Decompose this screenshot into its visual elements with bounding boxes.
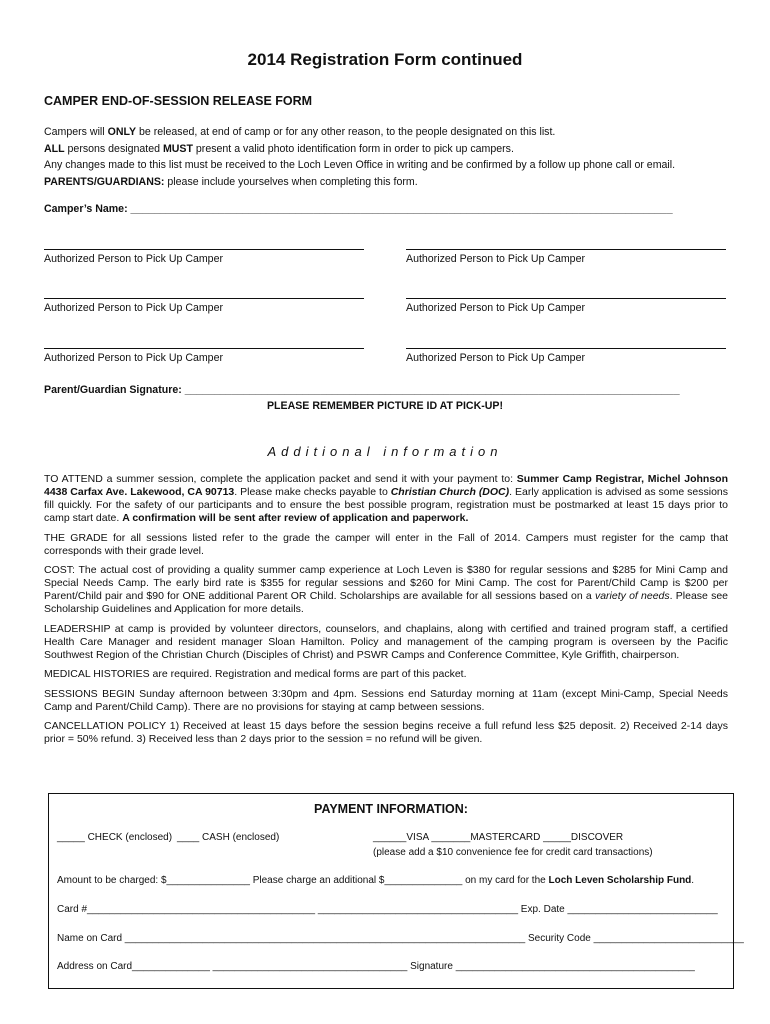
pickup-line-6[interactable] — [406, 348, 726, 349]
instruction-line-2: ALL persons designated MUST present a valid photo identification form in order to pick up campers. — [44, 142, 514, 155]
info-medical: MEDICAL HISTORIES are required. Registration and medical forms are part of this packet. — [44, 668, 467, 680]
name-on-card-field[interactable]: Name on Card ________________________________________________________________________ Security Code ___________________________ — [57, 933, 744, 944]
release-form-heading: CAMPER END-OF-SESSION RELEASE FORM — [44, 94, 313, 108]
address-on-card-field[interactable]: Address on Card______________ ___________________________________ Signature ___________________________________________ — [57, 961, 695, 972]
pickup-label-1: Authorized Person to Pick Up Camper — [44, 253, 223, 265]
release-instructions — [44, 124, 734, 190]
pickup-line-4[interactable] — [406, 298, 726, 299]
info-cost: COST: The actual cost of providing a quality summer camp experience at Loch Leven is $380 for regular sessions and $285 for Mini Camp and Special Needs Camp. The early bird rate is $355 for regular sessions and $260 for Mini Camp. The cost for Parent/Child Camp is $200 per Parent/Child pair and $90 for ONE additional Parent OR Child. Scholarships are available for all sessions based on a variety of needs. Please see Scholarship Guidelines and Application for more details. — [44, 564, 728, 615]
pickup-label-3: Authorized Person to Pick Up Camper — [44, 302, 223, 314]
pickup-label-4: Authorized Person to Pick Up Camper — [406, 302, 585, 314]
payment-heading: PAYMENT INFORMATION: — [314, 802, 468, 816]
convenience-fee-note: (please add a $10 convenience fee for credit card transactions) — [373, 847, 653, 858]
pickup-line-2[interactable] — [406, 249, 726, 250]
cash-option[interactable]: ____ CASH (enclosed) — [177, 832, 280, 843]
pickup-line-1[interactable] — [44, 249, 364, 250]
info-grade: THE GRADE for all sessions listed refer to the grade the camper will enter in the Fall of 2014. Campers must register for the camp that corresponds with their grade level. — [44, 531, 728, 557]
additional-info-heading: Additional information — [267, 444, 503, 459]
additional-info-body — [44, 473, 728, 753]
check-option[interactable]: _____ CHECK (enclosed) — [57, 832, 173, 843]
pickup-line-3[interactable] — [44, 298, 364, 299]
card-number-field[interactable]: Card #_________________________________________ ____________________________________ Exp. Date ___________________________ — [57, 904, 718, 915]
info-cancellation: CANCELLATION POLICY 1) Received at least 15 days before the session begins receive a full refund less $25 deposit. 2) Received 2-14 days prior = 50% refund. 3) Received less than 2 days prior to the session = no refund will be given. — [44, 720, 728, 745]
parent-guardian-signature-field[interactable]: Parent/Guardian Signature: ____________________________________________________________________________________ — [44, 384, 680, 396]
amount-to-charge-field[interactable]: Amount to be charged: $_______________ Please charge an additional $______________ on my card for the Loch Leven Scholarship Fund. — [57, 875, 695, 886]
pickup-label-2: Authorized Person to Pick Up Camper — [406, 253, 585, 265]
instruction-line-1: Campers will ONLY be released, at end of camp or for any other reason, to the people designated on this list. — [44, 126, 556, 138]
page-title: 2014 Registration Form continued — [247, 50, 523, 69]
pickup-line-5[interactable] — [44, 348, 364, 349]
pickup-label-5: Authorized Person to Pick Up Camper — [44, 352, 223, 364]
info-to-attend: TO ATTEND a summer session, complete the application packet and send it with your payment to: Summer Camp Registrar, Michel Johnson 4438 Carfax Ave. Lakewood, CA 90713. Please make checks payable to Christian Church (DOC). Early application is advised as some sessions fill quickly. For the safety of our participants and to ensure the best possible program, registration must be postmarked at least 15 days prior to camp start date. A confirmation will be sent after review of application and paperwork. — [44, 473, 729, 524]
payment-box — [48, 793, 744, 989]
instruction-line-3: Any changes made to this list must be received to the Loch Leven Office in writing and be confirmed by a follow up phone call or email. PARENTS/GUARDIANS: please include yourselves when completing this form. — [44, 159, 676, 188]
card-type-options[interactable]: ______VISA _______MASTERCARD _____DISCOVER — [373, 832, 624, 843]
campers-name-field[interactable]: Camper’s Name: ____________________________________________________________________________________________ — [44, 203, 673, 215]
info-leadership: LEADERSHIP at camp is provided by volunteer directors, counselors, and chaplains, along with certified and trained program staff, a certified Health Care Manager and resident manager Sloan Hamilton. Policy and management of the camping program is overseen by the Pacific Southwest Region of the Christian Church (Disciples of Christ) and PSWR Camps and Conference Committee, Kyle Griffith, chairperson. — [44, 622, 728, 661]
picture-id-reminder: PLEASE REMEMBER PICTURE ID AT PICK-UP! — [266, 400, 503, 412]
pickup-label-6: Authorized Person to Pick Up Camper — [406, 352, 585, 364]
info-sessions: SESSIONS BEGIN Sunday afternoon between 3:30pm and 4pm. Sessions end Saturday morning at 11am (except Mini-Camp, Special Needs Camp and Parent/Child Camp). There are no provisions for staying at camp between sessions. — [44, 687, 728, 713]
